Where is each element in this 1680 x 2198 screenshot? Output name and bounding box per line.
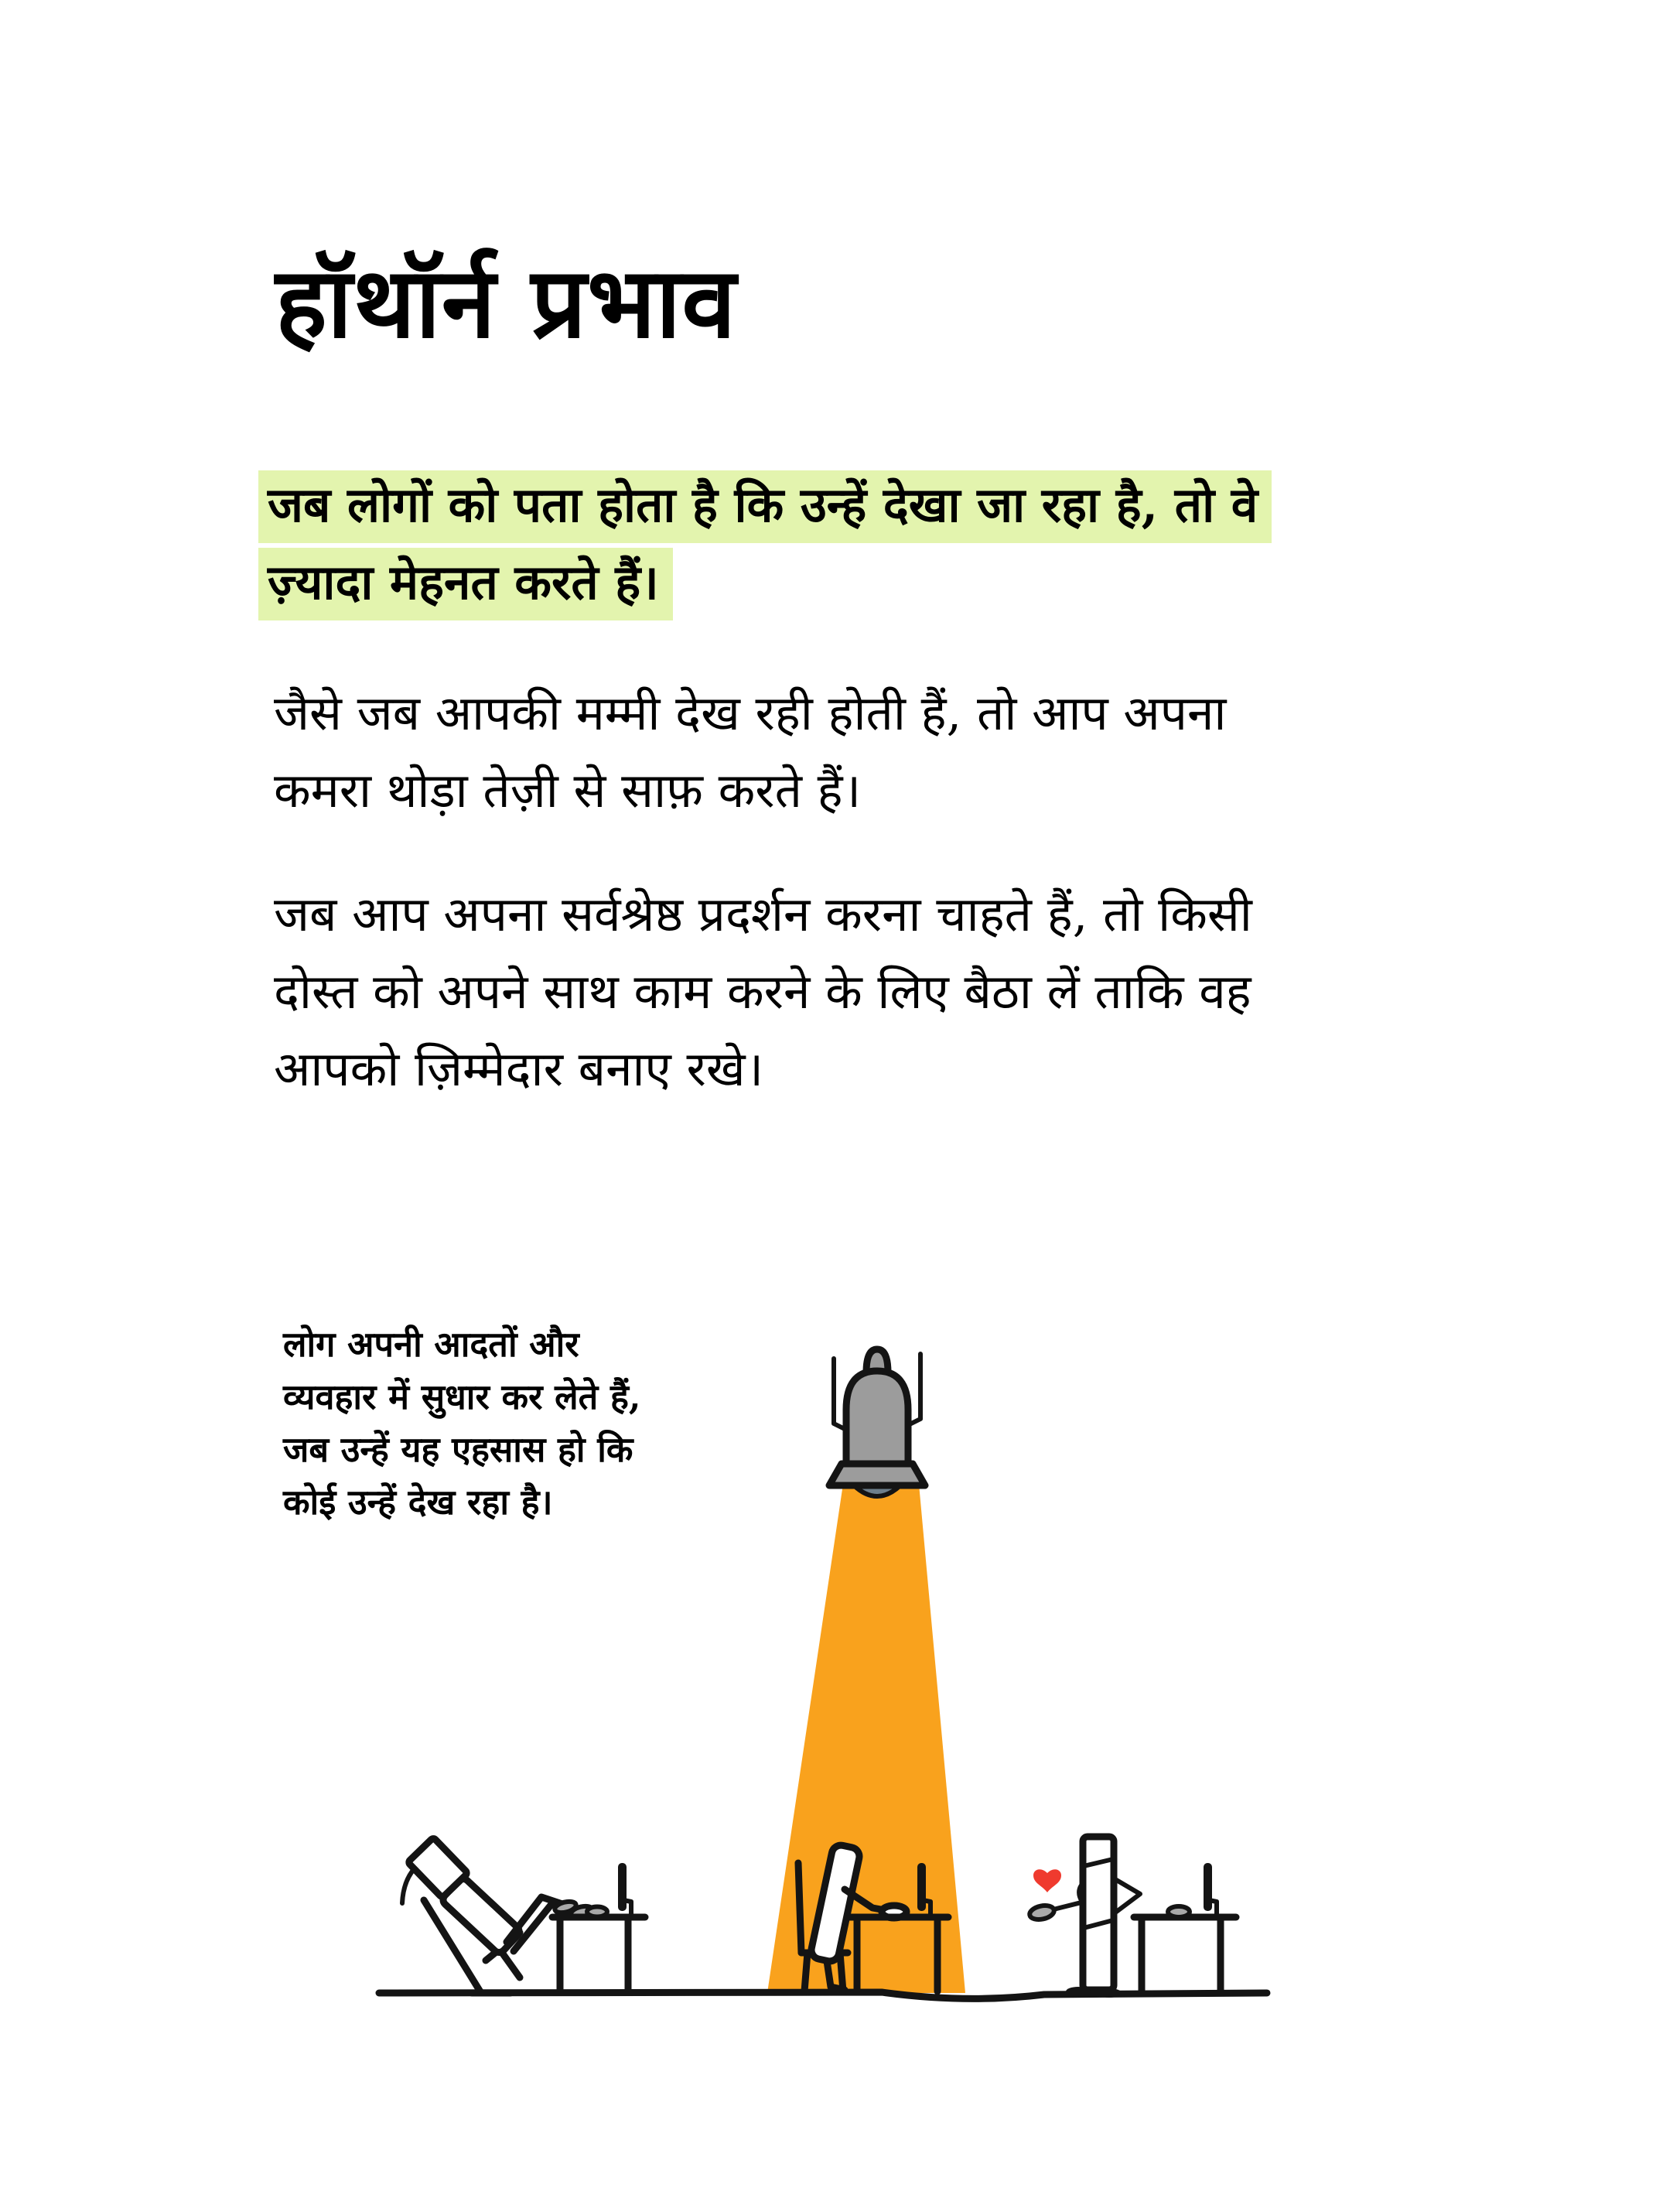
monitor-icon bbox=[1204, 1863, 1217, 1917]
bell-lamp-icon bbox=[829, 1349, 925, 1496]
highlight-line-2: ज़्यादा मेहनत करते हैं। bbox=[258, 548, 673, 620]
helper-foot bbox=[1066, 1987, 1091, 1996]
highlight-line-1: जब लोगों को पता होता है कि उन्हें देखा जा रहा है, तो वे bbox=[258, 470, 1272, 543]
caption-line: जब उन्हें यह एहसास हो कि bbox=[283, 1429, 633, 1470]
spoon-icon bbox=[1029, 1902, 1084, 1922]
paragraph-line: जैसे जब आपकी मम्मी देख रही होती हैं, तो आप अपना bbox=[274, 685, 1227, 741]
slacking-figure-scene bbox=[402, 1837, 645, 1993]
desk bbox=[1134, 1917, 1236, 1991]
mouse-icon bbox=[1168, 1906, 1190, 1917]
bell-body bbox=[846, 1371, 908, 1467]
heart-icon bbox=[1033, 1869, 1061, 1892]
paragraph-line: कमरा थोड़ा तेज़ी से साफ़ करते हैं। bbox=[274, 762, 862, 819]
body-paragraph-2 bbox=[274, 876, 1252, 1108]
paragraph-line: दोस्त को अपने साथ काम करने के लिए बैठा लें ताकि वह bbox=[274, 963, 1251, 1020]
bell-rim bbox=[829, 1464, 925, 1485]
paragraph-line: जब आप अपना सर्वश्रेष्ठ प्रदर्शन करना चाहते हैं, तो किसी bbox=[274, 886, 1252, 942]
helper-foot bbox=[1097, 1988, 1122, 1998]
caption-line: लोग अपनी आदतों और bbox=[283, 1324, 579, 1365]
mouse-icon bbox=[587, 1907, 607, 1917]
helper-figure-scene bbox=[1029, 1837, 1236, 1998]
paragraph-line: आपको ज़िम्मेदार बनाए रखे। bbox=[274, 1041, 764, 1097]
caption-line: व्यवहार में सुधार कर लेते हैं, bbox=[283, 1376, 641, 1417]
desk bbox=[552, 1917, 645, 1991]
helper-hip-arm bbox=[1114, 1878, 1140, 1913]
page-title: हॉथॉर्न प्रभाव bbox=[275, 245, 737, 360]
key-insight-highlight bbox=[258, 470, 1272, 625]
caption-line: कोई उन्हें देख रहा है। bbox=[283, 1482, 553, 1523]
monitor-icon bbox=[618, 1863, 631, 1917]
spotlight-illustration bbox=[340, 1331, 1315, 2027]
body-paragraph-1 bbox=[274, 675, 1226, 829]
